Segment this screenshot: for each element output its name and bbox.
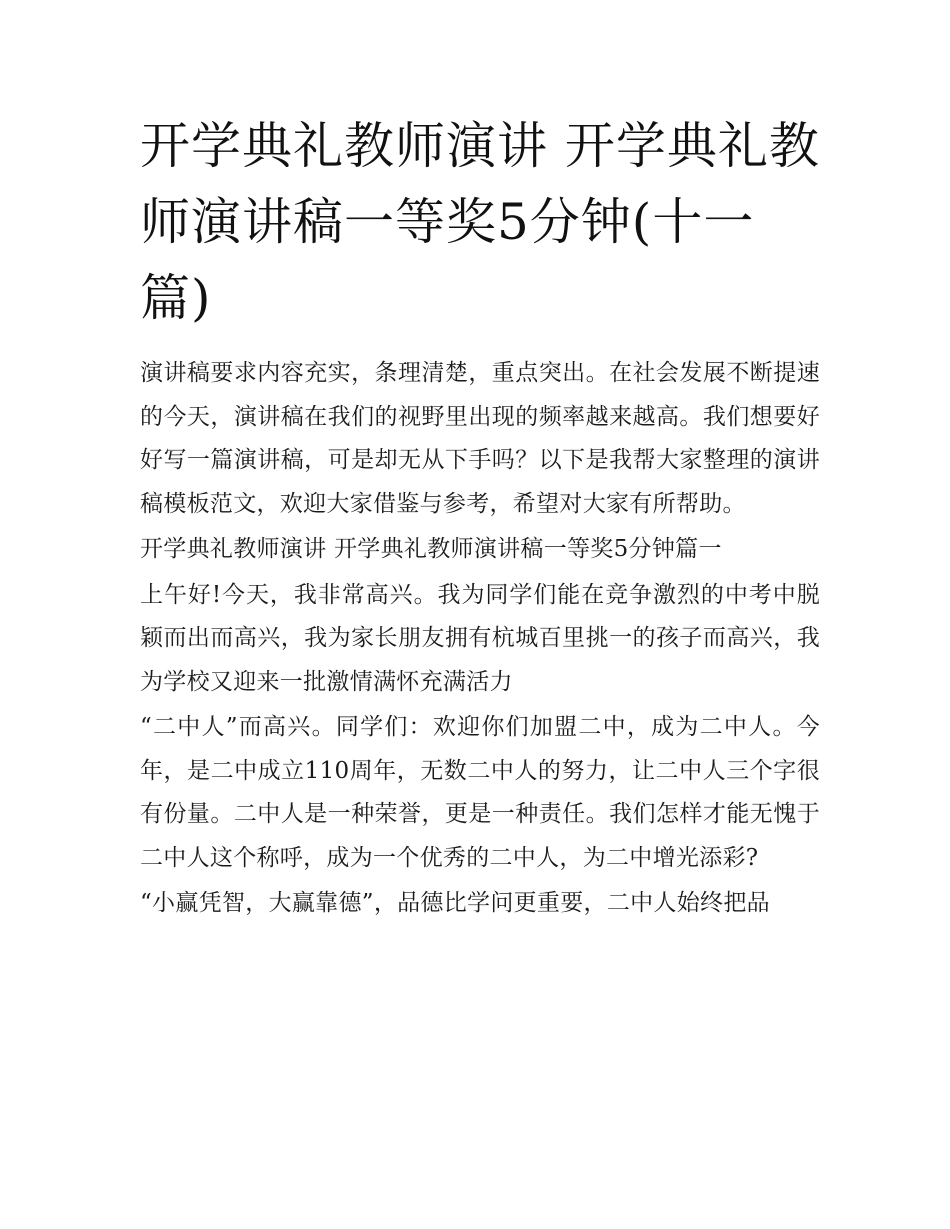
intro-paragraph: 演讲稿要求内容充实，条理清楚，重点突出。在社会发展不断提速的今天，演讲稿在我们的视野里出现的频率越来越高。我们想要好好写一篇演讲稿，可是却无从下手吗？以下是我帮大家整理的演讲稿模板范文，欢迎大家借鉴与参考，希望对大家有所帮助。 [140, 360, 820, 517]
body-paragraph: “二中人”而高兴。同学们：欢迎你们加盟二中，成为二中人。今年，是二中成立110周年，无数二中人的努力，让二中人三个字很有份量。二中人是一种荣誉，更是一种责任。我们怎样才能无愧于二中人这个称呼，成为一个优秀的二中人，为二中增光添彩? [140, 714, 820, 871]
document-title: 开学典礼教师演讲 开学典礼教师演讲稿一等奖5分钟(十一篇) [140, 117, 820, 327]
document-body [140, 108, 820, 928]
section-heading: 开学典礼教师演讲 开学典礼教师演讲稿一等奖5分钟篇一 [140, 536, 722, 562]
body-paragraph: 上午好!今天，我非常高兴。我为同学们能在竞争激烈的中考中脱颖而出而高兴，我为家长朋友拥有杭城百里挑一的孩子而高兴，我为学校又迎来一批激情满怀充满活力 [140, 581, 820, 695]
title-block [140, 108, 820, 336]
body-paragraph: “小赢凭智，大赢靠德”，品德比学问更重要，二中人始终把品 [140, 890, 770, 916]
